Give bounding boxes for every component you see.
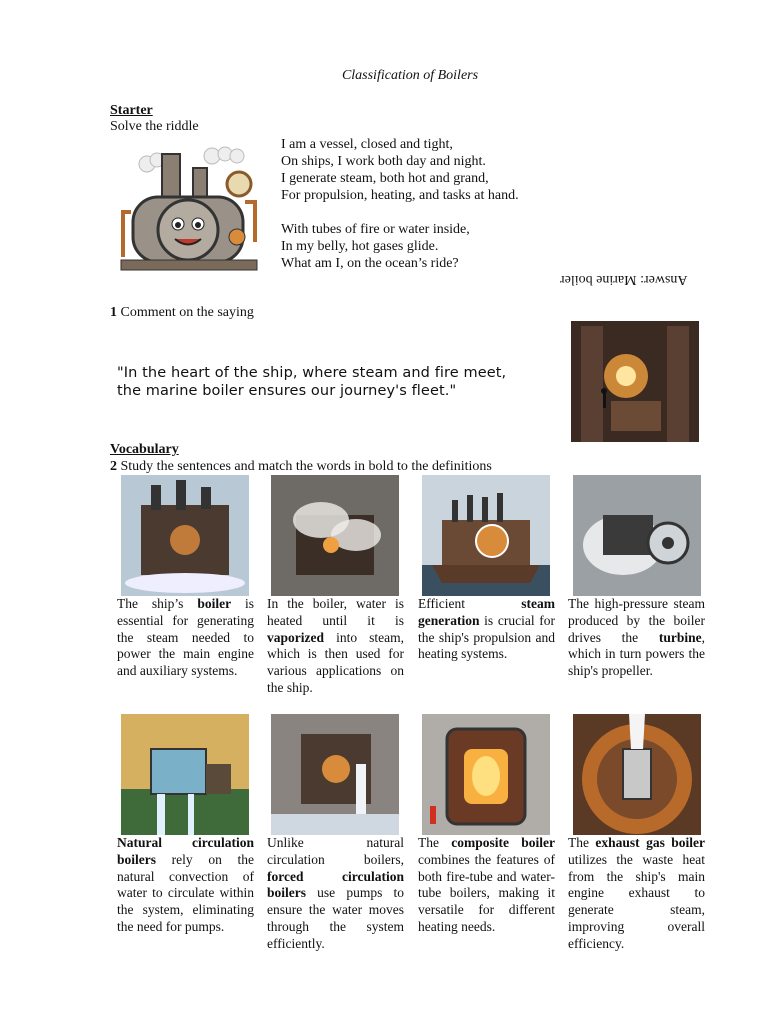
steam-generation-image — [422, 475, 550, 596]
vocab-card-natural-circulation: Natural circulation boilers rely on the natural convection of water to circulate within the system, eliminating the need for pumps. — [117, 835, 254, 934]
vocabulary-instruction — [110, 459, 492, 475]
vocab-card-vaporized: In the boiler, water is heated until it is vaporized into steam, which is then used for various applications on the ship. — [267, 596, 404, 695]
riddle-line: What am I, on the ocean’s ride? — [281, 256, 459, 271]
page-title: Classification of Boilers — [341, 68, 479, 83]
starter-instruction: Solve the riddle — [110, 119, 199, 134]
vaporized-image — [271, 475, 399, 596]
vocab-card-forced-circulation: Unlike natural circulation boilers, forced circulation boilers use pumps to ensure the water moves through the system efficiently. — [267, 835, 404, 951]
starter-heading: Starter — [110, 103, 153, 118]
engine-room-image — [571, 321, 699, 442]
vocab-card-turbine: The high-pressure steam produced by the boiler drives the turbine, which in turn powers the ship's propeller. — [568, 596, 705, 679]
vocab-card-boiler: The ship’s boiler is essential for generating the steam needed to power the main engine and auxiliary systems. — [117, 596, 254, 679]
riddle-line: In my belly, hot gases glide. — [281, 239, 439, 254]
vocab-card-exhaust-gas-boiler: The exhaust gas boiler utilizes the waste heat from the ship's main engine exhaust to generate steam, improving overall efficiency. — [568, 835, 705, 951]
quote-line: "In the heart of the ship, where steam and fire meet, — [117, 365, 507, 381]
vocab-term: turbine — [658, 629, 702, 645]
natural-circulation-image — [121, 714, 249, 835]
riddle-line: On ships, I work both day and night. — [281, 154, 486, 169]
task1-instruction — [110, 305, 254, 321]
riddle-text — [281, 136, 581, 272]
vocab-card-composite-boiler: The composite boiler combines the features of both fire-tube and water-tube boilers, making it versatile for different heating needs. — [418, 835, 555, 934]
vocab-term: exhaust gas boiler — [595, 835, 705, 850]
saying-quote — [117, 364, 547, 400]
riddle-answer-upside-down: Answer: Marine boiler — [560, 272, 688, 287]
cartoon-boiler-image — [117, 142, 263, 275]
riddle-line: I am a vessel, closed and tight, — [281, 137, 453, 152]
riddle-line: With tubes of fire or water inside, — [281, 222, 470, 237]
task1-text: Comment on the saying — [120, 305, 254, 320]
composite-boiler-image — [422, 714, 550, 835]
vocab-term: Natural circulation boilers — [117, 835, 254, 867]
task1-number: 1 — [110, 305, 117, 320]
exhaust-gas-boiler-image — [573, 714, 701, 835]
vocab-term: forced circulation boilers — [267, 868, 404, 901]
vocab-card-steam-generation: Efficient steam generation is crucial for the ship's propulsion and heating systems. — [418, 596, 555, 662]
turbine-image — [573, 475, 701, 596]
vocab-term: vaporized — [267, 629, 324, 645]
vocab-term: composite boiler — [451, 835, 555, 850]
vocab-term: boiler — [197, 596, 232, 611]
riddle-line: For propulsion, heating, and tasks at hand. — [281, 188, 519, 203]
forced-circulation-image — [271, 714, 399, 835]
vocabulary-heading: Vocabulary — [110, 442, 179, 457]
quote-line: the marine boiler ensures our journey's fleet." — [117, 383, 457, 399]
riddle-line: I generate steam, both hot and grand, — [281, 171, 489, 186]
vocab-term: steam generation — [418, 596, 555, 628]
task2-number: 2 — [110, 459, 117, 474]
boiler-machine-image — [121, 475, 249, 596]
task2-text: Study the sentences and match the words in bold to the definitions — [120, 459, 492, 474]
